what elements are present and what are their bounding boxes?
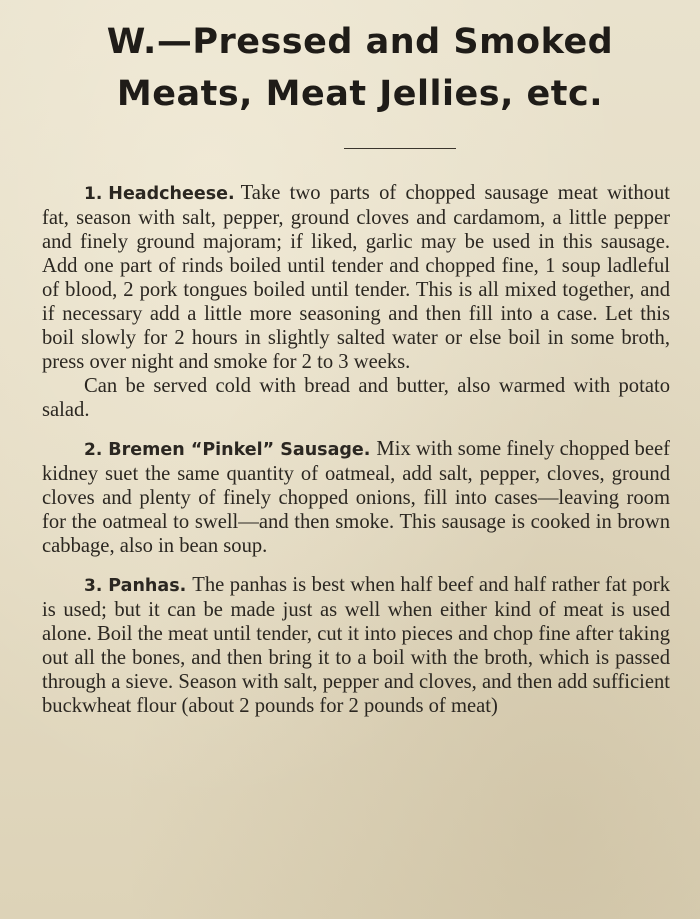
chapter-title [42,16,670,120]
recipe-panhas [42,573,670,718]
chapter-title-line-1: W.—Pressed and Smoked [106,22,614,62]
recipe-number: 2. [84,440,103,460]
chapter-title-line-2: Meats, Meat Jellies, etc. [116,74,604,114]
recipe-text: The panhas is best when half beef and half rather fat pork is used; but it can be made just as well when either kind of meat is used alone. Boil the meat until tender, cut it into pieces and chop fine after taking out all the bones, and then bring it to a boil with the broth, which is passed through a sieve. Season with salt, pepper and cloves, and then add sufficient buckwheat flour (about 2 pounds for 2 pounds of meat) [42,574,670,717]
recipe-paragraph [42,573,670,718]
recipe-paragraph [42,181,670,374]
title-divider [344,148,456,149]
recipe-paragraph [42,437,670,558]
recipe-paragraph: Can be served cold with bread and butter, also warmed with potato salad. [42,375,670,421]
recipe-number: 1. [84,184,103,204]
recipe-text: Mix with some finely chopped beef kidney suet the same quantity of oatmeal, add salt, pepper, cloves, ground cloves and plenty of finely chopped onions, fill into cases—leaving room for the oatmeal to swell—and then smoke. This sausage is cooked in brown cabbage, also in bean soup. [42,438,670,557]
recipe-name: Bremen “Pinkel” Sausage. [108,440,371,460]
recipe-bremen-pinkel-sausage [42,437,670,558]
recipe-text: Take two parts of chopped sausage meat without fat, season with salt, pepper, ground cloves and cardamom, a little pepper and finely ground majoram; if liked, garlic may be used in this sausage. Add one part of rinds boiled until tender and chopped fine, 1 soup ladleful of blood, 2 pork tongues boiled until tender. This is all mixed together, and if necessary add a little more seasoning and then fill into a case. Let this boil slowly for 2 hours in slightly salted water or else boil in some broth, press over night and smoke for 2 to 3 weeks. [42,182,670,373]
recipe-name: Headcheese. [108,184,235,204]
recipe-number: 3. [84,576,103,596]
recipe-name: Panhas. [108,576,187,596]
recipe-headcheese [42,181,670,422]
